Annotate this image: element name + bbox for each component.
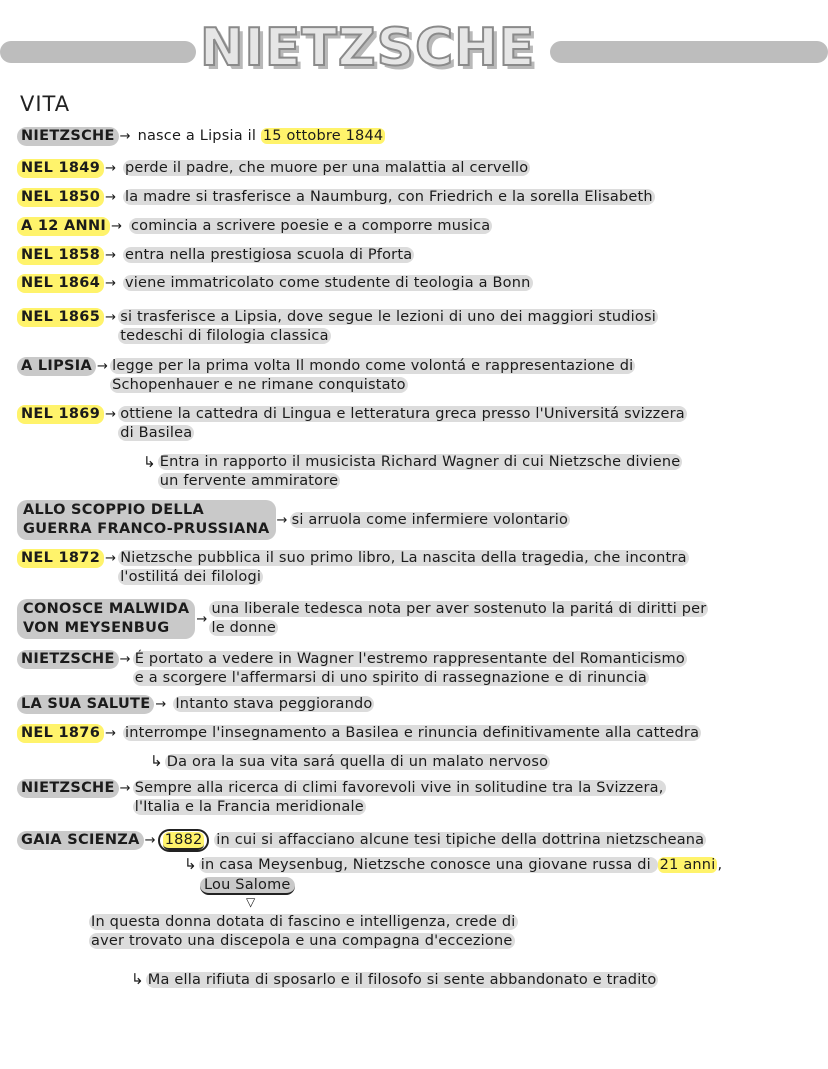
- paragraph-sub: [131, 970, 658, 990]
- entry-text: É portato a vedere in Wagner l'estremo rappresentante del Romanticismo: [134, 651, 685, 667]
- entry-8-sub: [143, 453, 682, 491]
- arrow-icon: →: [97, 359, 109, 374]
- entry-text: si arruola come infermiere volontario: [291, 511, 569, 528]
- arrow-icon: →: [155, 697, 167, 712]
- arrow-icon: →: [276, 512, 288, 528]
- paragraph-line-1: In questa donna dotata di fascino e intelligenza, crede di: [91, 914, 516, 930]
- arrow-icon: →: [105, 726, 117, 741]
- entry-3: [17, 217, 492, 236]
- entry-text: legge per la prima volta Il mondo come volontá e rappresentazione di: [112, 358, 634, 374]
- entry-text-cont: tedeschi di filologia classica: [120, 328, 329, 344]
- entry-14: [17, 724, 701, 743]
- entry-text: ottiene la cattedra di Lingua e letteratura greca presso l'Universitá svizzera: [120, 406, 685, 422]
- entry-label: NIETZSCHE: [17, 127, 119, 146]
- entry-text: viene immatricolato come studente di teologia a Bonn: [125, 275, 531, 291]
- entry-10: [17, 549, 689, 587]
- entry-text-cont: le donne: [211, 620, 277, 636]
- entry-text: perde il padre, che muore per una malattia al cervello: [125, 160, 529, 176]
- paragraph-line-2: aver trovato una discepola e una compagna d'eccezione: [91, 933, 513, 949]
- sub-text-cont: un fervente ammiratore: [159, 473, 339, 489]
- entry-9: [17, 500, 570, 540]
- sub-age: 21 anni: [659, 857, 716, 873]
- entry-4: [17, 246, 414, 265]
- entry-5: [17, 274, 533, 293]
- down-arrow-icon: ▽: [246, 895, 256, 909]
- entry-text: nasce a Lipsia il: [137, 128, 261, 144]
- entry-label: GAIA SCIENZA: [17, 831, 144, 850]
- hook-arrow-icon: ↳: [184, 855, 197, 873]
- entry-text: comincia a scrivere poesie e a comporre musica: [131, 218, 491, 234]
- entry-text: una liberale tedesca nota per aver sostenuto la paritá di diritti per: [211, 601, 707, 617]
- entry-text: si trasferisce a Lipsia, dove segue le lezioni di uno dei maggiori studiosi: [120, 309, 656, 325]
- entry-label: A 12 ANNI: [17, 217, 110, 236]
- entry-16: [17, 829, 706, 852]
- entry-label: NEL 1864: [17, 274, 104, 293]
- section-heading: VITA: [20, 92, 71, 116]
- title-bar-left: [0, 41, 196, 63]
- arrow-icon: →: [105, 190, 117, 205]
- entry-text-cont: e a scorgere l'affermarsi di uno spirito di rassegnazione e di rinuncia: [134, 670, 647, 686]
- entry-text-cont: l'Italia e la Francia meridionale: [134, 799, 364, 815]
- arrow-icon: →: [105, 248, 117, 263]
- hook-arrow-icon: ↳: [131, 970, 144, 988]
- entry-label: CONOSCE MALWIDA: [23, 601, 190, 617]
- sub-text: Da ora la sua vita sará quella di un malato nervoso: [166, 754, 549, 770]
- entry-text: Sempre alla ricerca di climi favorevoli vive in solitudine tra la Svizzera,: [134, 780, 664, 796]
- arrow-icon: →: [111, 219, 123, 234]
- entry-label: ALLO SCOPPIO DELLA: [23, 502, 205, 518]
- entry-label: NEL 1869: [17, 405, 104, 424]
- entry-11: [17, 599, 708, 639]
- arrow-icon: →: [105, 161, 117, 176]
- arrow-icon: →: [144, 833, 156, 848]
- entry-12: [17, 650, 687, 688]
- entry-label: NIETZSCHE: [17, 779, 119, 798]
- entry-2: [17, 188, 655, 207]
- entry-text-cont: di Basilea: [120, 425, 193, 441]
- arrow-icon: →: [105, 276, 117, 291]
- entry-text-cont: Schopenhauer e ne rimane conquistato: [112, 377, 406, 393]
- year-circle: [158, 829, 210, 852]
- entry-label: NEL 1876: [17, 724, 104, 743]
- sub-text: Entra in rapporto il musicista Richard Wagner di cui Nietzsche diviene: [159, 454, 681, 470]
- arrow-icon: →: [196, 611, 208, 627]
- title-bar-right: [550, 41, 828, 63]
- entry-label: NEL 1850: [17, 188, 104, 207]
- arrow-icon: →: [119, 781, 131, 796]
- entry-0: [17, 127, 385, 146]
- entry-8: [17, 405, 687, 443]
- entry-text: la madre si trasferisce a Naumburg, con Friedrich e la sorella Elisabeth: [125, 189, 653, 205]
- entry-label: NEL 1865: [17, 308, 104, 327]
- entry-label: NEL 1849: [17, 159, 104, 178]
- lou-salome-name: Lou Salome: [200, 877, 295, 895]
- entry-7: [17, 357, 635, 395]
- entry-text: interrompe l'insegnamento a Basilea e rinuncia definitivamente alla cattedra: [125, 725, 700, 741]
- arrow-icon: →: [105, 551, 117, 566]
- sub-text: in casa Meysenbug, Nietzsche conosce una giovane russa di: [200, 857, 656, 873]
- hook-arrow-icon: ↳: [143, 453, 156, 471]
- entry-text: in cui si affacciano alcune tesi tipiche della dottrina nietzscheana: [216, 832, 705, 848]
- entry-text: Intanto stava peggiorando: [175, 696, 373, 712]
- entry-date: 15 ottobre 1844: [262, 128, 384, 144]
- entry-14-sub: [150, 752, 550, 772]
- entry-16-sub: ↳ in casa Meysenbug, Nietzsche conosce una giovane russa di 21 anni ,: [184, 855, 723, 873]
- entry-label-cont: GUERRA FRANCO-PRUSSIANA: [23, 521, 270, 537]
- arrow-icon: →: [105, 407, 117, 422]
- entry-text: Nietzsche pubblica il suo primo libro, La nascita della tragedia, che incontra: [120, 550, 687, 566]
- hook-arrow-icon: ↳: [150, 752, 163, 770]
- entry-label-cont: VON MEYSENBUG: [23, 620, 170, 636]
- arrow-icon: →: [119, 652, 131, 667]
- entry-label: A LIPSIA: [17, 357, 96, 376]
- entry-15: [17, 779, 666, 817]
- entry-1: [17, 159, 530, 178]
- arrow-icon: →: [119, 129, 131, 144]
- page-title: NIETZSCHE: [200, 18, 536, 78]
- entry-6: [17, 308, 658, 346]
- sub-text: Ma ella rifiuta di sposarlo e il filosofo si sente abbandonato e tradito: [147, 972, 657, 988]
- entry-text: entra nella prestigiosa scuola di Pforta: [125, 247, 413, 263]
- entry-13: [17, 695, 374, 714]
- entry-label: LA SUA SALUTE: [17, 695, 154, 714]
- arrow-icon: →: [105, 310, 117, 325]
- entry-label: NEL 1872: [17, 549, 104, 568]
- entry-year: 1882: [164, 832, 203, 848]
- entry-label: NEL 1858: [17, 246, 104, 265]
- paragraph: [89, 913, 518, 951]
- entry-text-cont: l'ostilitá dei filologi: [120, 569, 262, 585]
- entry-label: NIETZSCHE: [17, 650, 119, 669]
